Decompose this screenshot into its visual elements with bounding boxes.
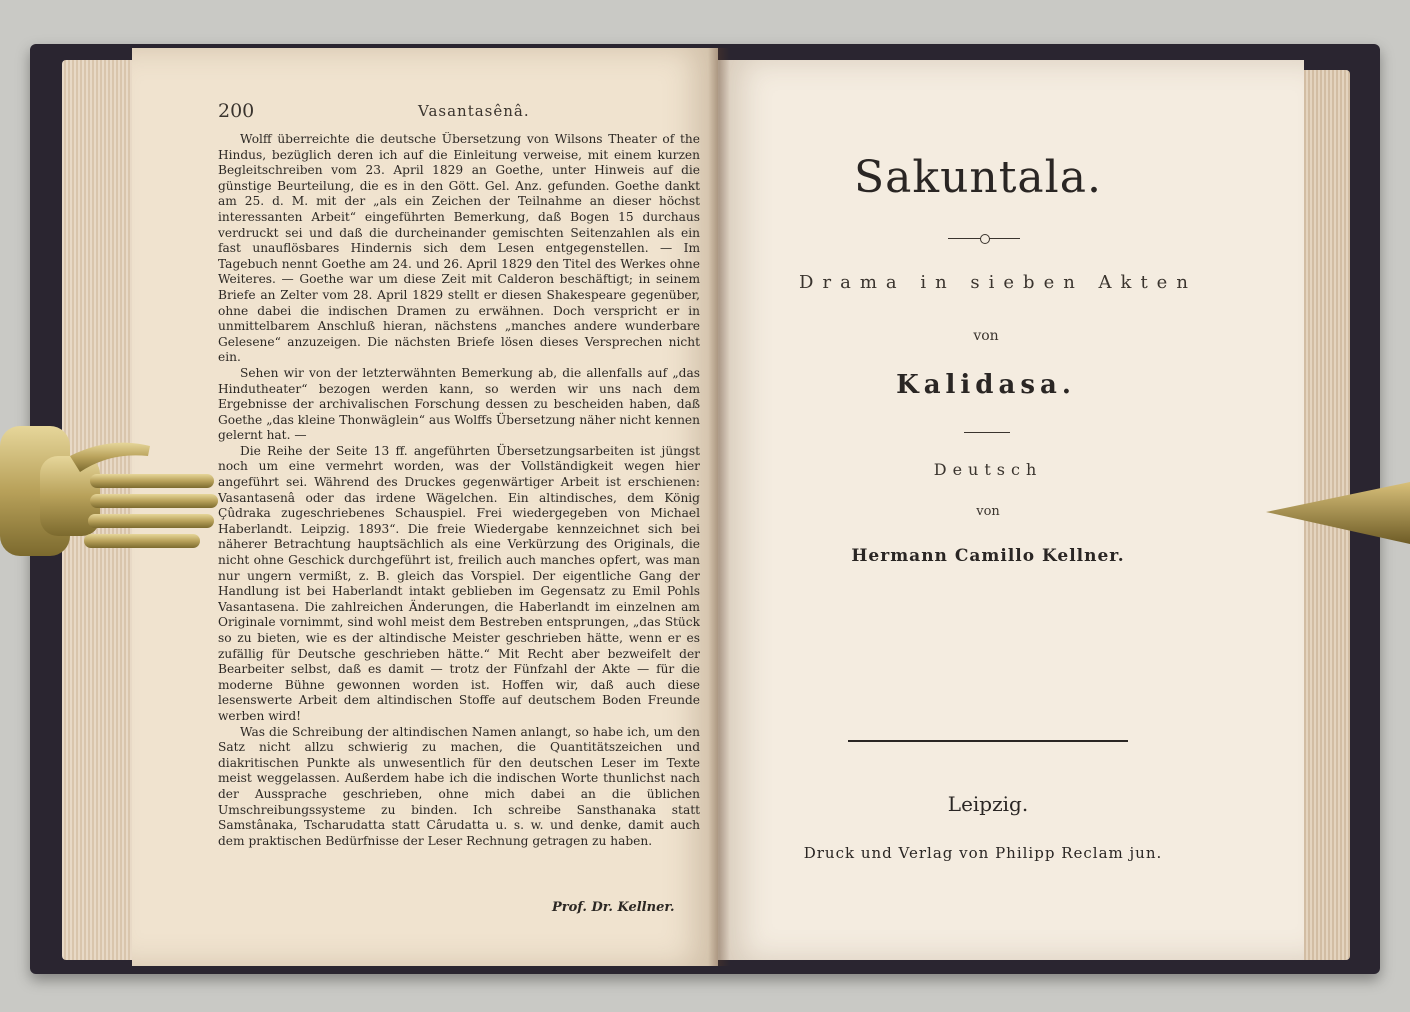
- language-label: Deutsch: [933, 460, 1043, 479]
- ornament-icon: [980, 234, 990, 244]
- left-page-body: [218, 132, 700, 902]
- paragraph: Die Reihe der Seite 13 ff. angeführten Übersetzungsarbeiten ist jüngst noch um eine vermehrt worden, was der Vollständigkeit wegen hier angeführt sei. Während des Druckes gegenwärtiger Arbeit ist erschienen: Vasantasenâ oder das irdene Wägelchen. Ein altindisches, dem König Çûdraka zugeschriebenes Schauspiel. Frei wiedergegeben von Michael Haberlandt. Leipzig. 1893“. Die freie Wiedergabe kennzeichnet sich bei näherer Betrachtung hauptsächlich als eine Verkürzung des Originals, die nicht ohne Geschick durchgeführt ist, freilich auch manches opfert, was man nur ungern vermißt, z. B. gleich das Vorspiel. Der eigentliche Gang der Handlung ist bei Haberlandt intakt geblieben im Gegensatz zu Emil Pohls Vasantasena. Die zahlreichen Änderungen, die Haberlandt im einzelnen am Originale vornimmt, sind wohl meist dem Bestreben entsprungen, „das Stück so zu bieten, wie es der altindische Meister geschrieben hätte, wenn er es zufällig für Deutsche geschrieben hätte.“ Mit Recht aber bezweifelt der Bearbeiter selbst, daß es damit — trotz der Fünfzahl der Akte — für die moderne Bühne gewonnen worden ist. Hoffen wir, daß auch diese lesenswerte Arbeit dem altindischen Stoffe auf deutschem Boden Freunde werben wird!: [218, 443, 700, 723]
- page-number: 200: [218, 100, 255, 122]
- signature: Prof. Dr. Kellner.: [552, 900, 675, 915]
- publication-city: Leipzig.: [947, 792, 1029, 816]
- subtitle: Drama in sieben Akten: [799, 272, 1197, 293]
- paragraph: Was die Schreibung der altindischen Namen anlangt, so habe ich, um den Satz nicht allzu schwierig zu machen, die Quantitätszeichen und diakritischen Punkte als unwesentlich für den deutschen Leser im Texte meist weggelassen. Außerdem habe ich die indischen Worte thunlichst nach der Aussprache geschrieben, ohne mich dabei an die üblichen Umschreibungssysteme zu binden. Ich schreibe Sansthanaka statt Samstânaka, Tscharudatta statt Cârudatta u. s. w. und denke, damit auch dem praktischen Bedürfnisse der Leser Rechnung getragen zu haben.: [218, 724, 700, 848]
- right-page-title-page: [718, 60, 1304, 960]
- author-name: Kalidasa.: [896, 370, 1076, 400]
- running-head: Vasantasênâ.: [418, 102, 530, 120]
- publisher-line: Druck und Verlag von Philipp Reclam jun.: [803, 844, 1163, 862]
- left-page-header: [218, 100, 648, 126]
- long-rule: [848, 740, 1128, 742]
- by-label: von: [973, 328, 999, 344]
- book-title: Sakuntala.: [854, 152, 1102, 203]
- translator-name: Hermann Camillo Kellner.: [851, 546, 1125, 566]
- short-rule: [964, 432, 1010, 433]
- paragraph: Sehen wir von der letzterwähnten Bemerkung ab, die allenfalls auf „das Hindutheater“ bezogen werden kann, so werden wir uns nach dem Ergebnisse der archivalischen Forschung dessen zu bescheiden haben, daß Goethe „das kleine Thonwäglein“ aus Wolffs Übersetzung näher nicht kennen gelernt hat. —: [218, 365, 700, 443]
- brass-pointer-icon: [1266, 478, 1410, 548]
- by-label-translator: von: [976, 504, 1000, 519]
- brass-hand-icon: [0, 416, 222, 576]
- book-gutter: [708, 48, 730, 966]
- paragraph: Wolff überreichte die deutsche Übersetzung von Wilsons Theater of the Hindus, bezüglich deren ich auf die Einleitung verweise, mit einem kurzen Begleitschreiben vom 23. April 1829 an Goethe, unter Hinweis auf die günstige Beurteilung, die es in den Gött. Gel. Anz. gefunden. Goethe dankt am 25. d. M. mit der „als ein Zeichen der Teilnahme an dieser höchst interessanten Arbeit“ eingeführten Bemerkung, daß Bogen 15 durchaus verdruckt sei und daß die durcheinander gemischten Seitenzahlen als ein fast unauflösbares Hindernis sich dem Lesen entgegenstellen. — Im Tagebuch nennt Goethe am 24. und 26. April 1829 den Titel des Werkes ohne Weiteres. — Goethe war um diese Zeit mit Calderon beschäftigt; in seinem Briefe an Zelter vom 28. April 1829 stellt er diesen Shakespeare gegenüber, ohne dabei die indischen Dramen zu erwähnen. Doch verspricht er in unmittelbarem Anschluß hieran, nächstens „manches andere wunderbare Gelesene“ anzuzeigen. Die nächsten Briefe lösen dieses Versprechen nicht ein.: [218, 132, 700, 365]
